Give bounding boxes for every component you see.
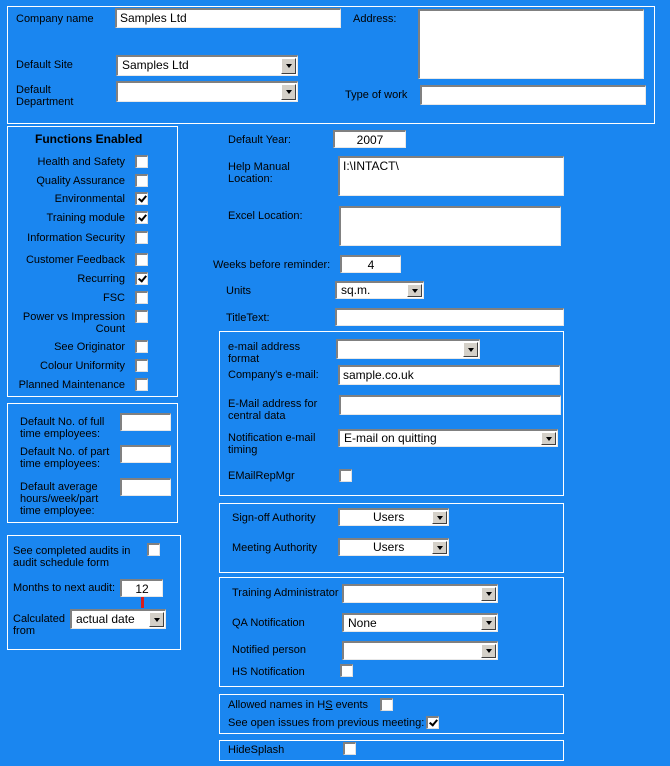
units-select[interactable]	[335, 281, 424, 299]
notification-timing-value: E-mail on quitting	[344, 431, 437, 445]
months-to-next-audit-label: Months to next audit:	[13, 582, 116, 594]
function-label: Environmental	[54, 193, 125, 205]
chevron-down-icon[interactable]	[541, 432, 556, 445]
function-checkbox[interactable]	[135, 272, 148, 285]
signoff-authority-select[interactable]	[338, 508, 449, 526]
hidesplash-checkbox[interactable]	[343, 742, 356, 755]
function-checkbox[interactable]	[135, 211, 148, 224]
units-value: sq.m.	[341, 283, 371, 297]
calculated-from-label: Calculated from	[13, 613, 65, 637]
titletext-label: TitleText:	[226, 312, 270, 324]
weeks-before-reminder-label: Weeks before reminder:	[213, 259, 331, 271]
calculated-from-select[interactable]	[70, 609, 166, 629]
notified-person-label: Notified person	[232, 644, 306, 656]
function-checkbox[interactable]	[135, 174, 148, 187]
meeting-authority-label: Meeting Authority	[232, 542, 317, 554]
function-checkbox[interactable]	[135, 359, 148, 372]
meeting-authority-value: Users	[373, 540, 405, 554]
hidesplash-label: HideSplash	[228, 744, 285, 756]
function-label: Information Security	[27, 232, 125, 244]
default-site-value: Samples Ltd	[122, 58, 189, 72]
allowed-names-checkbox[interactable]	[380, 698, 393, 711]
default-site-label: Default Site	[16, 59, 73, 71]
function-checkbox[interactable]	[135, 231, 148, 244]
function-label: FSC	[103, 292, 125, 304]
company-email-input[interactable]: sample.co.uk	[338, 365, 560, 385]
central-data-email-label: E-Mail address for central data	[228, 398, 318, 422]
default-department-label: Default Department	[16, 84, 74, 108]
function-label: Quality Assurance	[36, 175, 125, 187]
notified-person-select[interactable]	[342, 641, 498, 660]
function-label: Power vs Impression Count	[22, 311, 125, 335]
default-department-select[interactable]	[116, 81, 298, 102]
default-year-label: Default Year:	[228, 134, 291, 146]
allowed-names-text-post: events	[332, 699, 369, 711]
central-data-email-input[interactable]	[339, 395, 561, 415]
function-label: Health and Safety	[37, 156, 125, 168]
see-completed-audits-checkbox[interactable]	[147, 543, 160, 556]
full-time-label: Default No. of full time employees:	[20, 416, 105, 440]
open-issues-checkbox[interactable]	[426, 716, 439, 729]
excel-location-input[interactable]	[339, 206, 561, 246]
notification-timing-select[interactable]	[338, 429, 558, 447]
default-year-input[interactable]: 2007	[333, 130, 406, 148]
signoff-authority-value: Users	[373, 510, 405, 524]
function-label: See Originator	[54, 341, 125, 353]
hs-notification-checkbox[interactable]	[340, 664, 353, 677]
units-label: Units	[226, 285, 252, 297]
full-time-input[interactable]	[120, 413, 171, 431]
emailrepmgr-checkbox[interactable]	[339, 469, 352, 482]
hs-notification-label: HS Notification	[232, 666, 305, 678]
calculated-from-value: actual date	[76, 612, 135, 626]
function-checkbox[interactable]	[135, 155, 148, 168]
average-hours-input[interactable]	[120, 478, 171, 496]
chevron-down-icon[interactable]	[481, 644, 496, 658]
function-label: Training module	[46, 212, 125, 224]
chevron-down-icon[interactable]	[463, 342, 478, 357]
emailrepmgr-label: EMailRepMgr	[228, 470, 295, 482]
help-manual-input[interactable]: I:\INTACT\	[338, 156, 564, 196]
allowed-names-text-underlined: S	[325, 699, 333, 711]
qa-notification-select[interactable]	[342, 613, 498, 632]
training-administrator-select[interactable]	[342, 584, 498, 603]
allowed-names-label	[228, 699, 368, 711]
default-site-select[interactable]	[116, 55, 298, 76]
months-to-next-audit-input[interactable]: 12	[120, 579, 163, 597]
address-input[interactable]	[418, 9, 644, 79]
part-time-label: Default No. of part time employees:	[20, 446, 110, 470]
function-label: Planned Maintenance	[18, 379, 125, 391]
chevron-down-icon[interactable]	[481, 616, 496, 630]
part-time-input[interactable]	[120, 445, 171, 463]
see-completed-audits-label: See completed audits in audit schedule form	[13, 545, 131, 569]
signoff-authority-label: Sign-off Authority	[232, 512, 316, 524]
chevron-down-icon[interactable]	[281, 58, 296, 74]
function-label: Customer Feedback	[25, 254, 125, 266]
chevron-down-icon[interactable]	[432, 511, 447, 524]
email-format-select[interactable]	[336, 339, 480, 359]
company-name-input[interactable]: Samples Ltd	[115, 8, 341, 28]
weeks-before-reminder-input[interactable]: 4	[340, 255, 401, 273]
chevron-down-icon[interactable]	[149, 612, 164, 627]
allowed-names-text-pre: Allowed names in H	[228, 699, 326, 711]
meeting-authority-select[interactable]	[338, 538, 449, 556]
chevron-down-icon[interactable]	[407, 284, 422, 297]
titletext-input[interactable]	[335, 308, 564, 326]
help-manual-label: Help Manual Location:	[228, 161, 290, 185]
qa-notification-value: None	[348, 616, 377, 630]
function-label: Colour Uniformity	[40, 360, 125, 372]
function-checkbox[interactable]	[135, 310, 148, 323]
average-hours-label: Default average hours/week/part time employee:	[20, 481, 99, 517]
type-of-work-input[interactable]	[420, 85, 646, 105]
qa-notification-label: QA Notification	[232, 617, 305, 629]
company-name-label: Company name	[16, 13, 94, 25]
function-checkbox[interactable]	[135, 192, 148, 205]
function-checkbox[interactable]	[135, 291, 148, 304]
function-checkbox[interactable]	[135, 378, 148, 391]
function-checkbox[interactable]	[135, 340, 148, 353]
open-issues-label: See open issues from previous meeting:	[228, 717, 425, 729]
notification-timing-label: Notification e-mail timing	[228, 432, 316, 456]
email-format-label: e-mail address format	[228, 341, 301, 365]
red-marker	[141, 597, 144, 608]
function-checkbox[interactable]	[135, 253, 148, 266]
functions-title: Functions Enabled	[35, 132, 143, 146]
excel-location-label: Excel Location:	[228, 210, 303, 222]
chevron-down-icon[interactable]	[481, 587, 496, 601]
chevron-down-icon[interactable]	[432, 541, 447, 554]
training-administrator-label: Training Administrator	[232, 587, 339, 599]
function-label: Recurring	[77, 273, 125, 285]
company-email-label: Company's e-mail:	[228, 369, 319, 381]
type-of-work-label: Type of work	[345, 89, 408, 101]
chevron-down-icon[interactable]	[281, 84, 296, 100]
address-label: Address:	[353, 13, 397, 25]
